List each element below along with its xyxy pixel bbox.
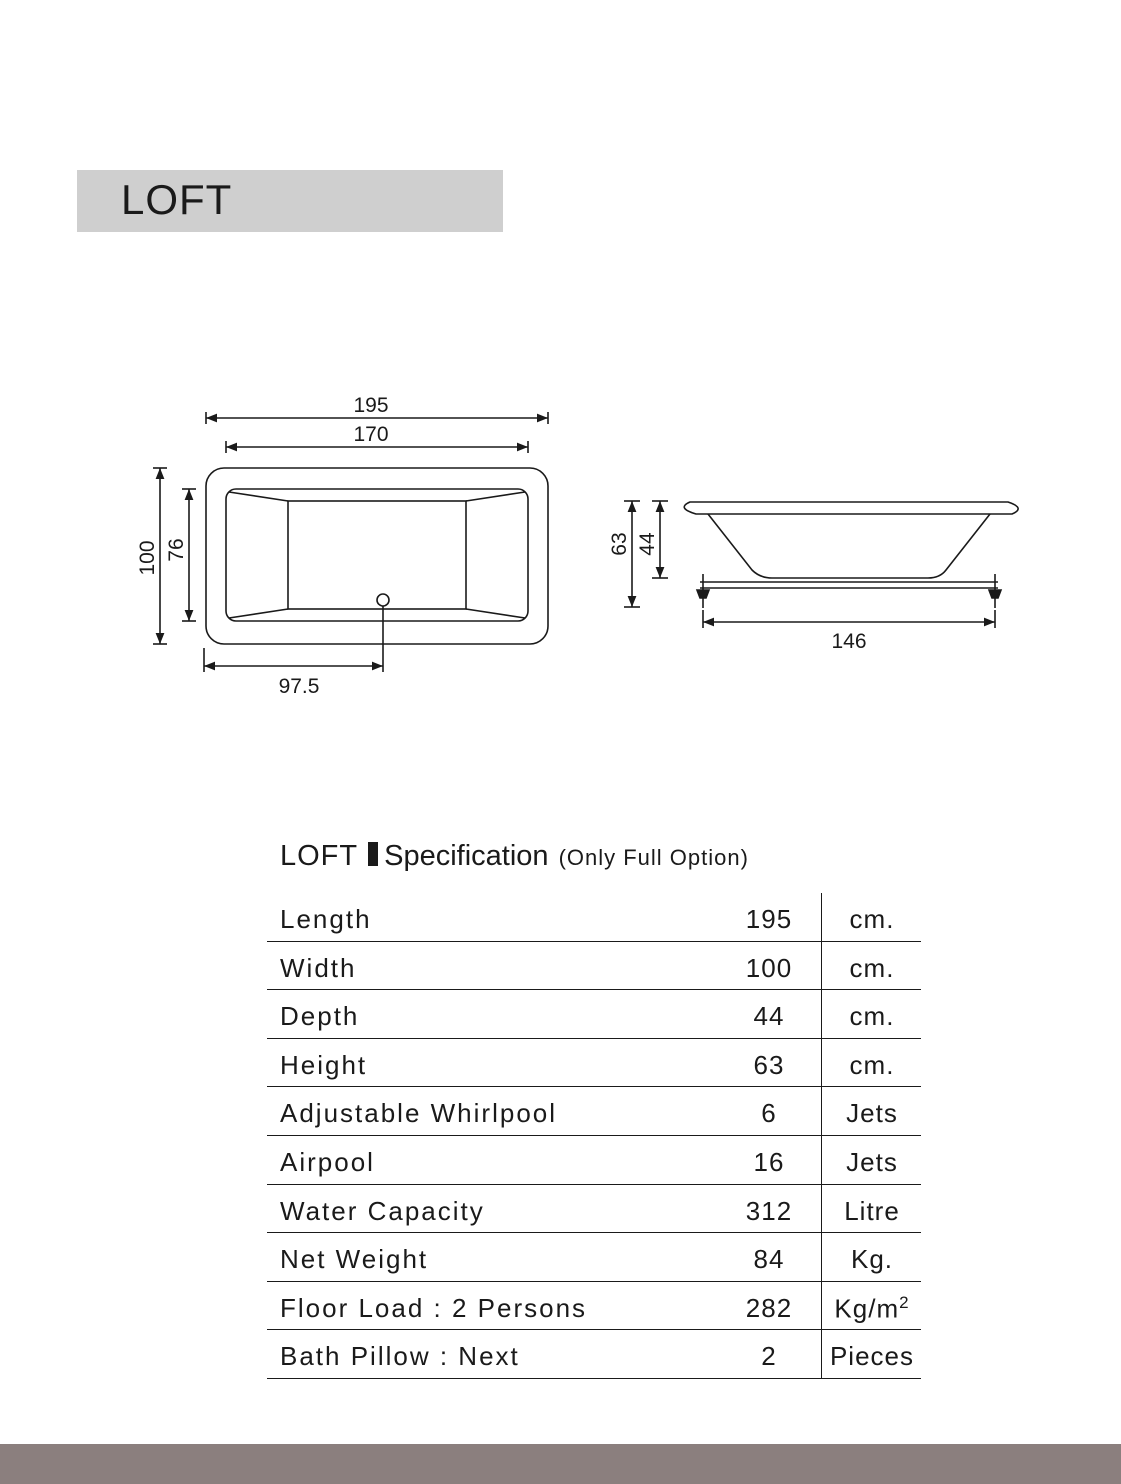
- table-row: [267, 1233, 921, 1282]
- row-unit-wrap: [823, 1293, 921, 1325]
- row-name: Bath Pillow : Next: [280, 1341, 520, 1372]
- spec-label: Specification: [384, 840, 549, 872]
- spec-heading: [280, 840, 749, 873]
- row-unit: cm.: [849, 1049, 895, 1080]
- dim-height: 63: [608, 532, 631, 556]
- row-unit: cm.: [849, 952, 895, 983]
- row-name: Net Weight: [280, 1244, 429, 1275]
- row-name: Floor Load : 2 Persons: [280, 1292, 588, 1323]
- row-unit-superscript: 2: [899, 1292, 910, 1312]
- table-row: [267, 1039, 921, 1088]
- row-value: 282: [745, 1292, 793, 1323]
- spec-note: (Only Full Option): [558, 845, 749, 870]
- page-title: LOFT: [121, 176, 233, 223]
- row-value: 195: [745, 904, 793, 934]
- row-value: 312: [745, 1195, 793, 1226]
- dim-overall-length: 195: [353, 394, 389, 417]
- row-value: 100: [745, 952, 793, 983]
- heading-bar-icon: [368, 842, 378, 866]
- row-name: Airpool: [280, 1146, 375, 1177]
- top-view: [136, 394, 548, 698]
- table-row: [267, 1087, 921, 1136]
- row-unit: Kg.: [850, 1244, 894, 1275]
- row-unit: cm.: [849, 904, 895, 934]
- tub-side-rim: [684, 502, 1018, 514]
- row-name: Water Capacity: [280, 1195, 485, 1226]
- table-row: [267, 1330, 921, 1379]
- row-value: 84: [753, 1244, 785, 1275]
- table-row: [267, 893, 921, 942]
- drain-icon: [377, 594, 389, 606]
- tub-floor: [288, 501, 466, 609]
- row-unit: cm.: [849, 1001, 895, 1032]
- spec-model: LOFT: [280, 840, 359, 872]
- row-unit: Litre: [844, 1195, 900, 1226]
- dim-depth: 44: [636, 532, 659, 556]
- table-row: [267, 942, 921, 991]
- row-value: 2: [761, 1341, 777, 1372]
- footer-band: [0, 1444, 1121, 1484]
- row-name: Depth: [280, 1001, 360, 1032]
- row-unit: Pieces: [829, 1341, 915, 1372]
- dim-base-length: 146: [831, 630, 867, 653]
- table-row: [267, 1136, 921, 1185]
- table-row: [267, 1282, 921, 1331]
- row-value: 44: [753, 1001, 785, 1032]
- dim-inner-length: 170: [353, 423, 389, 446]
- row-unit: Kg/m: [834, 1293, 900, 1324]
- row-unit: Jets: [846, 1098, 898, 1129]
- foot-left-icon: [697, 590, 709, 598]
- row-name: Length: [280, 904, 372, 934]
- tub-outer-rim: [206, 468, 548, 644]
- dim-drain-offset: 97.5: [278, 675, 320, 698]
- tub-side-body: [708, 514, 990, 578]
- row-name: Height: [280, 1049, 368, 1080]
- row-value: 16: [753, 1146, 785, 1177]
- dim-overall-width: 100: [136, 540, 159, 576]
- row-name: Width: [280, 952, 357, 983]
- dim-inner-width: 76: [165, 538, 188, 562]
- row-name: Adjustable Whirlpool: [280, 1098, 558, 1129]
- table-row: [267, 990, 921, 1039]
- row-unit: Jets: [846, 1146, 898, 1177]
- row-value: 63: [753, 1049, 785, 1080]
- table-row: [267, 1185, 921, 1234]
- row-value: 6: [761, 1098, 777, 1129]
- foot-right-icon: [989, 590, 1001, 598]
- side-view: [608, 501, 1018, 653]
- spec-table: [267, 893, 921, 1379]
